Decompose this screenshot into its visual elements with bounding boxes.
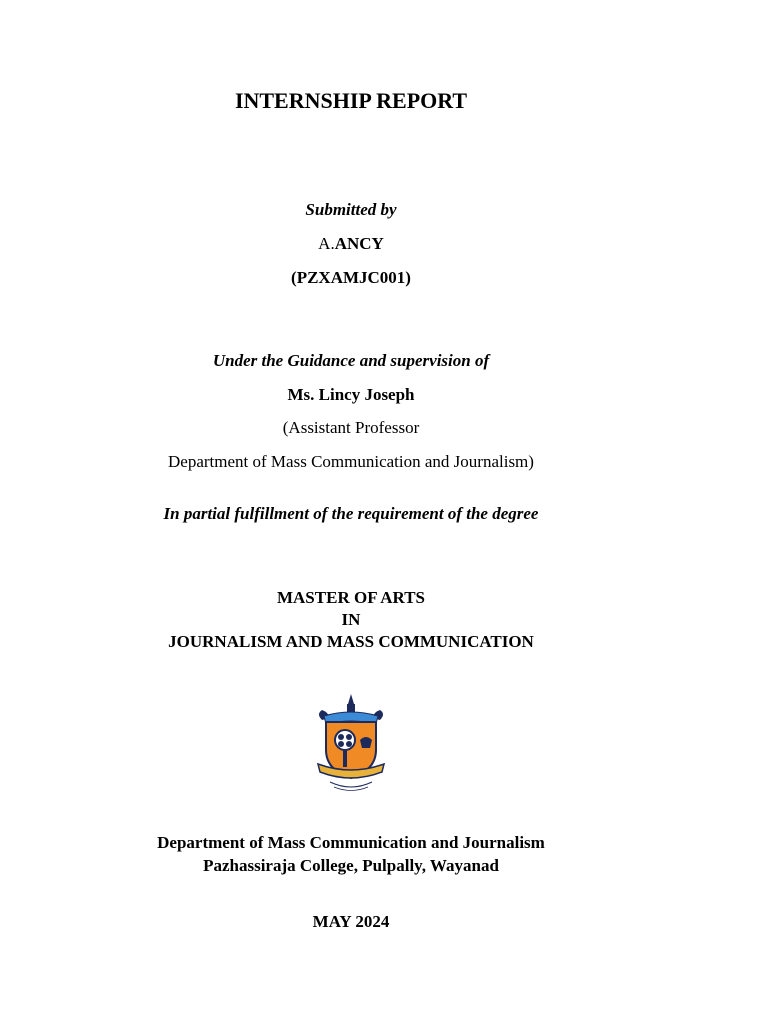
report-title: INTERNSHIP REPORT	[234, 88, 468, 113]
guide-department: Department of Mass Communication and Journalism)	[168, 452, 534, 471]
report-date: MAY 2024	[312, 912, 390, 931]
student-name-prefix: A.	[318, 234, 335, 253]
degree-line-3: JOURNALISM AND MASS COMMUNICATION	[168, 632, 534, 651]
guide-designation: (Assistant Professor	[282, 418, 420, 437]
college-crest-icon	[312, 692, 390, 796]
fulfillment-text: In partial fulfillment of the requirement of the degree	[163, 504, 539, 523]
guidance-label: Under the Guidance and supervision of	[212, 351, 490, 370]
student-id: (PZXAMJC001)	[291, 268, 411, 287]
submitted-by-label: Submitted by	[305, 200, 397, 219]
degree-line-1: MASTER OF ARTS	[276, 588, 426, 607]
student-name	[0, 234, 702, 254]
college-name: Pazhassiraja College, Pulpally, Wayanad	[203, 856, 499, 875]
department-name: Department of Mass Communication and Journalism	[157, 833, 545, 852]
student-name-main: ANCY	[334, 234, 384, 253]
degree-line-2: IN	[341, 610, 361, 629]
guide-name: Ms. Lincy Joseph	[287, 385, 415, 404]
